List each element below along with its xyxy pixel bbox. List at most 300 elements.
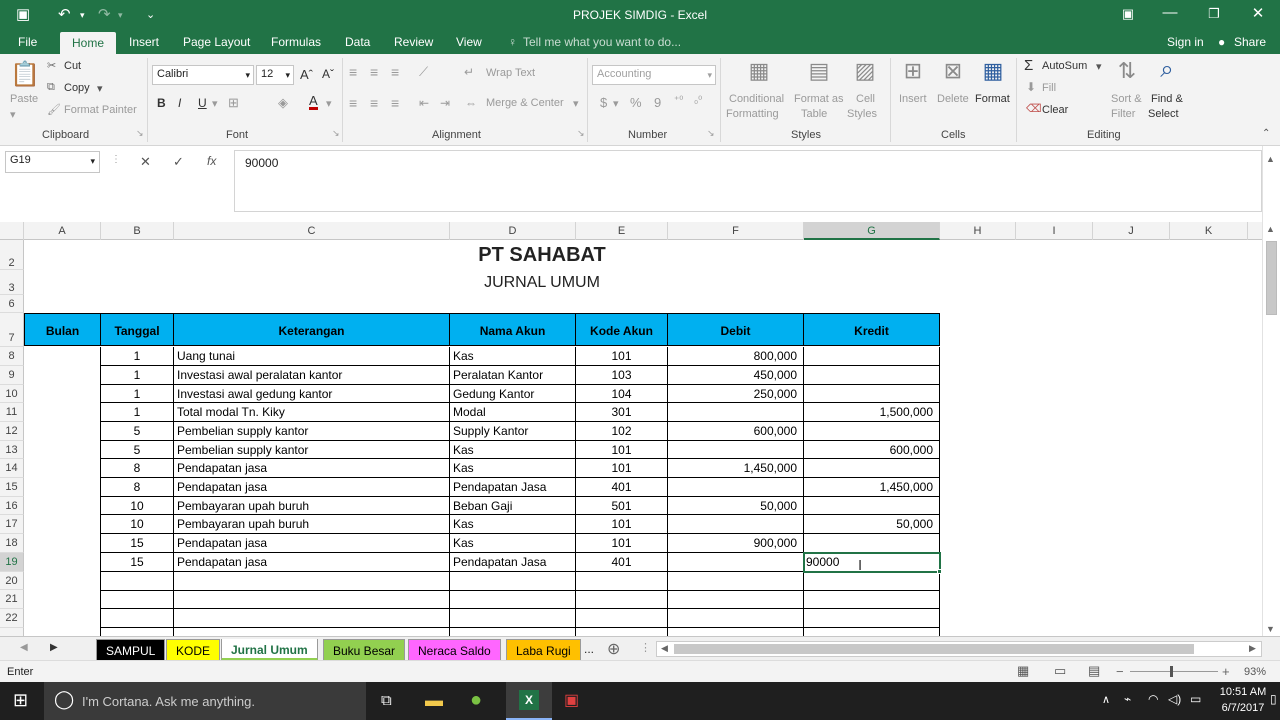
align-center-icon[interactable]: ≡ xyxy=(370,95,379,111)
row-header[interactable]: 11 xyxy=(0,403,24,422)
sheet-tab-kode[interactable] xyxy=(166,639,220,661)
percent-button[interactable]: % xyxy=(630,95,642,110)
cell-tanggal[interactable]: 10 xyxy=(101,515,174,534)
column-header[interactable]: C xyxy=(174,222,450,240)
cell-kredit[interactable] xyxy=(804,497,940,515)
cell-nama-akun[interactable]: Beban Gaji xyxy=(450,497,576,515)
cell-tanggal[interactable]: 15 xyxy=(101,534,174,553)
sort-filter-label-2[interactable]: Filter xyxy=(1111,108,1136,120)
sheet-tab-label: Neraca Saldo xyxy=(418,644,491,658)
align-bottom-icon[interactable]: ≡ xyxy=(391,64,400,80)
empty-cell[interactable] xyxy=(804,590,940,609)
vertical-scrollbar[interactable] xyxy=(1262,146,1280,636)
cell-tanggal[interactable]: 8 xyxy=(101,459,174,478)
conditional-formatting-icon: ▦ xyxy=(748,58,770,83)
row-header[interactable]: 14 xyxy=(0,459,24,478)
row-header[interactable]: 18 xyxy=(0,534,24,553)
cell-kredit[interactable]: 1,450,000 xyxy=(804,478,940,497)
merge-center-button[interactable]: Merge & Center xyxy=(486,97,564,109)
h-scroll-thumb[interactable] xyxy=(674,644,1194,654)
sheet-tab-laba-rugi[interactable] xyxy=(506,639,581,661)
font-color-dropdown-icon[interactable]: ▾ xyxy=(326,98,332,110)
cell-kredit[interactable]: 600,000 xyxy=(804,441,940,459)
row-header[interactable]: 2 xyxy=(0,240,24,270)
header-nama-akun[interactable]: Nama Akun xyxy=(450,313,576,346)
font-size-select[interactable] xyxy=(256,65,294,85)
header-keterangan[interactable]: Keterangan xyxy=(174,313,450,346)
cell-nama-akun[interactable]: Modal xyxy=(450,403,576,422)
column-header[interactable]: F xyxy=(668,222,804,240)
align-top-icon[interactable]: ≡ xyxy=(349,64,358,80)
cell-tanggal[interactable]: 5 xyxy=(101,422,174,441)
autosum-dropdown-icon[interactable]: ▾ xyxy=(1096,61,1102,73)
cell-debit[interactable] xyxy=(668,478,804,497)
tab-scroll-left-icon[interactable]: ◀ xyxy=(20,642,28,653)
save-icon[interactable]: ▣ xyxy=(16,6,31,23)
empty-cell[interactable] xyxy=(101,590,174,609)
insert-function-button[interactable]: fx xyxy=(207,154,217,168)
column-header[interactable]: J xyxy=(1093,222,1170,240)
row-header[interactable]: 7 xyxy=(0,313,24,347)
cell-debit[interactable] xyxy=(668,515,804,534)
window-title: PROJEK SIMDIG - Excel xyxy=(572,8,708,22)
format-painter-button[interactable]: Format Painter xyxy=(64,104,137,116)
tab-review[interactable]: Review xyxy=(394,35,434,49)
cut-icon: ✂ xyxy=(47,60,57,72)
zoom-in-button[interactable]: + xyxy=(1222,664,1230,679)
sheet-tab-jurnal-umum[interactable] xyxy=(221,639,318,661)
align-right-icon[interactable]: ≡ xyxy=(391,95,400,111)
row-header[interactable]: 20 xyxy=(0,572,24,590)
row-header[interactable]: 21 xyxy=(0,590,24,609)
more-icon: ⋮ xyxy=(111,154,121,165)
zoom-slider-track[interactable] xyxy=(1130,671,1218,672)
title-bar xyxy=(0,0,1280,30)
cortana-icon: ◯ xyxy=(54,689,75,709)
undo-dropdown-icon[interactable]: ▾ xyxy=(80,10,85,20)
row-header[interactable]: 15 xyxy=(0,478,24,497)
column-header[interactable]: E xyxy=(576,222,668,240)
tab-scroll-right-icon[interactable]: ▶ xyxy=(50,642,58,653)
cell-keterangan[interactable]: Pendapatan jasa xyxy=(174,478,450,497)
ribbon xyxy=(0,54,1280,146)
borders-icon[interactable]: ⊞ xyxy=(228,95,239,110)
column-header[interactable]: H xyxy=(940,222,1016,240)
align-middle-icon[interactable]: ≡ xyxy=(370,64,379,80)
row-header[interactable]: 12 xyxy=(0,422,24,441)
copy-icon: ⧉ xyxy=(47,81,55,93)
journal-subtitle: JURNAL UMUM xyxy=(484,274,600,291)
cell-kredit[interactable] xyxy=(804,347,940,366)
sheet-tab-label: SAMPUL xyxy=(106,644,156,658)
column-header[interactable]: G xyxy=(804,222,940,240)
cell-kredit[interactable]: 50,000 xyxy=(804,515,940,534)
cell-kredit[interactable] xyxy=(804,366,940,385)
cell-tanggal[interactable]: 1 xyxy=(101,347,174,366)
page-break-icon[interactable]: ▤ xyxy=(1088,663,1101,678)
group-label-font: Font xyxy=(226,129,249,141)
cell-tanggal[interactable]: 15 xyxy=(101,553,174,572)
cell-kredit[interactable] xyxy=(804,459,940,478)
tab-data[interactable]: Data xyxy=(345,35,371,49)
cell-kredit[interactable] xyxy=(804,385,940,403)
name-box[interactable] xyxy=(5,151,100,173)
cell-nama-akun[interactable]: Pendapatan Jasa xyxy=(450,553,576,572)
fill-handle[interactable] xyxy=(937,569,942,574)
row-header[interactable]: 16 xyxy=(0,497,24,515)
add-sheet-icon[interactable]: ⊕ xyxy=(607,641,621,658)
tab-splitter-icon[interactable]: ⋮ xyxy=(640,642,651,654)
cell-tanggal[interactable]: 5 xyxy=(101,441,174,459)
tab-file[interactable]: File xyxy=(18,35,38,49)
empty-cell[interactable] xyxy=(450,572,576,591)
empty-cell[interactable] xyxy=(576,609,668,628)
sheet-tab-label: Buku Besar xyxy=(333,644,396,658)
sheet-tab-label: KODE xyxy=(176,644,211,658)
cell-kode-akun[interactable]: 401 xyxy=(576,478,668,497)
zoom-out-button[interactable]: − xyxy=(1116,664,1124,679)
chevron-down-icon: ▾ xyxy=(90,156,95,166)
format-painter-icon: 🖌 xyxy=(47,104,61,116)
font-launcher-icon[interactable]: ↘ xyxy=(332,128,340,138)
cell-kode-akun[interactable]: 102 xyxy=(576,422,668,441)
sort-filter-label-1[interactable]: Sort & xyxy=(1111,93,1142,105)
underline-button[interactable]: U xyxy=(198,96,207,110)
scroll-up-icon[interactable]: ▲ xyxy=(1266,224,1275,234)
cell-kode-akun[interactable]: 101 xyxy=(576,459,668,478)
row-header[interactable]: 6 xyxy=(0,295,24,313)
share-button[interactable]: Share xyxy=(1234,35,1267,49)
cell-keterangan[interactable]: Investasi awal gedung kantor xyxy=(174,385,450,403)
group-label-styles: Styles xyxy=(791,129,821,141)
row-header[interactable]: 10 xyxy=(0,385,24,403)
cell-keterangan[interactable]: Investasi awal peralatan kantor xyxy=(174,366,450,385)
scroll-thumb[interactable] xyxy=(1266,241,1277,315)
empty-cell[interactable] xyxy=(804,572,940,591)
decrease-indent-icon[interactable]: ⇤ xyxy=(419,96,430,110)
find-select-label-1[interactable]: Find & xyxy=(1151,93,1183,105)
tab-home[interactable]: Home xyxy=(60,32,116,54)
cell-keterangan[interactable]: Pembayaran upah buruh xyxy=(174,515,450,534)
cell-debit[interactable] xyxy=(668,403,804,422)
header-tanggal[interactable]: Tanggal xyxy=(101,313,174,346)
cell-tanggal[interactable]: 1 xyxy=(101,385,174,403)
cell-kode-akun[interactable]: 401 xyxy=(576,553,668,572)
empty-cell[interactable] xyxy=(101,609,174,628)
group-label-editing: Editing xyxy=(1087,129,1121,141)
scroll-left-icon[interactable]: ◀ xyxy=(661,643,668,653)
close-button[interactable]: ✕ xyxy=(1251,5,1265,22)
cell-kredit[interactable]: 90000 xyxy=(804,553,940,572)
column-header[interactable]: B xyxy=(101,222,174,240)
collapse-ribbon-icon[interactable]: ⌃ xyxy=(1262,128,1271,139)
tray-expand-icon[interactable]: ∧ xyxy=(1102,694,1111,706)
bold-button[interactable]: B xyxy=(157,96,166,110)
cell-kode-akun[interactable]: 101 xyxy=(576,515,668,534)
currency-button[interactable]: $ xyxy=(600,95,608,110)
font-color-icon[interactable]: A xyxy=(309,93,318,108)
cell-kredit[interactable]: 1,500,000 xyxy=(804,403,940,422)
cell-tanggal[interactable]: 10 xyxy=(101,497,174,515)
file-explorer-icon[interactable]: ▬ xyxy=(425,690,443,710)
redo-dropdown-icon[interactable]: ▾ xyxy=(118,10,123,20)
column-header[interactable]: I xyxy=(1016,222,1093,240)
currency-dropdown-icon[interactable]: ▾ xyxy=(613,98,619,110)
group-label-clipboard: Clipboard xyxy=(42,129,90,141)
increase-font-icon[interactable]: Aˆ xyxy=(300,67,313,82)
cell-nama-akun[interactable]: Peralatan Kantor xyxy=(450,366,576,385)
cell-nama-akun[interactable]: Gedung Kantor xyxy=(450,385,576,403)
clipboard-launcher-icon[interactable]: ↘ xyxy=(136,128,144,138)
cell-debit[interactable]: 600,000 xyxy=(668,422,804,441)
restore-button[interactable]: ❐ xyxy=(1208,6,1220,21)
cell-keterangan[interactable]: Pendapatan jasa xyxy=(174,553,450,572)
clock-date[interactable]: 6/7/2017 xyxy=(1221,702,1265,714)
paste-button[interactable]: Paste xyxy=(10,93,39,105)
clear-button[interactable]: Clear xyxy=(1042,104,1069,116)
empty-cell[interactable] xyxy=(450,609,576,628)
group-label-alignment: Alignment xyxy=(432,129,481,141)
format-as-table-label-1[interactable]: Format as xyxy=(794,93,844,105)
row-header[interactable]: 9 xyxy=(0,366,24,385)
formula-bar-expand-icon[interactable]: ▲ xyxy=(1266,154,1275,164)
cell-kode-akun[interactable]: 301 xyxy=(576,403,668,422)
find-select-label-2[interactable]: Select xyxy=(1148,108,1179,120)
header-bulan[interactable]: Bulan xyxy=(24,313,101,346)
increase-decimal-icon[interactable]: ⁺⁰ xyxy=(674,95,684,106)
cortana-placeholder: I'm Cortana. Ask me anything. xyxy=(82,694,256,709)
formula-input[interactable] xyxy=(234,150,1262,212)
cell-debit[interactable] xyxy=(668,553,804,572)
cell-debit[interactable]: 450,000 xyxy=(668,366,804,385)
fill-button[interactable]: Fill xyxy=(1042,82,1057,94)
empty-cell[interactable] xyxy=(450,590,576,609)
increase-indent-icon[interactable]: ⇥ xyxy=(440,96,451,110)
cell-keterangan[interactable]: Pendapatan jasa xyxy=(174,534,450,553)
merge-dropdown-icon[interactable]: ▾ xyxy=(573,98,579,110)
windows-start-icon[interactable]: ⊞ xyxy=(13,690,29,710)
chevron-down-icon: ▾ xyxy=(285,70,290,80)
delete-cells-button[interactable]: Delete xyxy=(937,93,969,105)
column-header[interactable]: D xyxy=(450,222,576,240)
cell-kode-akun[interactable]: 104 xyxy=(576,385,668,403)
row-header[interactable]: 22 xyxy=(0,609,24,628)
autosum-button[interactable]: AutoSum xyxy=(1042,60,1088,72)
empty-cell[interactable] xyxy=(174,572,450,591)
cell-keterangan[interactable]: Total modal Tn. Kiky xyxy=(174,403,450,422)
zoom-slider-thumb[interactable] xyxy=(1170,666,1173,677)
empty-cell[interactable] xyxy=(576,572,668,591)
find-icon: ⌕ xyxy=(1160,56,1174,83)
copy-button[interactable]: Copy xyxy=(64,82,90,94)
minimize-button[interactable]: — xyxy=(1162,4,1178,21)
cell-nama-akun[interactable]: Kas xyxy=(450,515,576,534)
cell-tanggal[interactable]: 8 xyxy=(101,478,174,497)
notification-icon[interactable]: ▯ xyxy=(1270,692,1277,706)
cell-debit[interactable] xyxy=(668,441,804,459)
conditional-formatting-label-1[interactable]: Conditional xyxy=(729,93,785,105)
empty-cell[interactable] xyxy=(668,590,804,609)
scroll-right-icon[interactable]: ▶ xyxy=(1249,643,1256,653)
row-header[interactable]: 17 xyxy=(0,515,24,534)
wrap-text-icon: ↵ xyxy=(464,65,475,79)
tab-formulas[interactable]: Formulas xyxy=(271,35,322,49)
normal-view-icon[interactable]: ▦ xyxy=(1017,663,1030,678)
column-header[interactable]: K xyxy=(1170,222,1248,240)
text-cursor-icon: Ⅰ xyxy=(858,557,863,573)
cell-styles-label-1[interactable]: Cell xyxy=(856,93,875,105)
sheet-tab-neraca-saldo[interactable] xyxy=(408,639,501,661)
cell-debit[interactable]: 800,000 xyxy=(668,347,804,366)
sign-in-link[interactable]: Sign in xyxy=(1167,35,1204,49)
cell-keterangan[interactable]: Pendapatan jasa xyxy=(174,459,450,478)
tell-me-input[interactable]: Tell me what you want to do... xyxy=(523,35,682,49)
tab-page-layout[interactable]: Page Layout xyxy=(183,35,251,49)
page-layout-icon[interactable]: ▭ xyxy=(1054,663,1067,678)
cell-nama-akun[interactable]: Supply Kantor xyxy=(450,422,576,441)
number-launcher-icon[interactable]: ↘ xyxy=(707,128,715,138)
comma-button[interactable]: 9 xyxy=(654,95,662,110)
copy-dropdown-icon[interactable]: ▾ xyxy=(97,83,103,95)
row-header[interactable]: 13 xyxy=(0,441,24,459)
recorder-icon[interactable]: ▣ xyxy=(564,692,580,709)
bulan-column[interactable] xyxy=(24,347,101,636)
tab-view[interactable]: View xyxy=(456,35,482,49)
keyboard-icon[interactable]: ▭ xyxy=(1190,692,1202,706)
cell-tanggal[interactable]: 1 xyxy=(101,403,174,422)
sheet-tab-buku-besar[interactable] xyxy=(323,639,405,661)
scroll-down-icon[interactable]: ▼ xyxy=(1266,624,1275,634)
ribbon-display-icon[interactable]: ▣ xyxy=(1121,6,1135,21)
cell-kode-akun[interactable]: 501 xyxy=(576,497,668,515)
app-green-icon[interactable]: ● xyxy=(470,689,483,711)
cell-kode-akun[interactable]: 101 xyxy=(576,441,668,459)
taskbar xyxy=(0,682,1280,720)
italic-button[interactable]: I xyxy=(178,96,182,110)
format-as-table-label-2[interactable]: Table xyxy=(801,108,828,120)
clock-time[interactable]: 10:51 AM xyxy=(1219,686,1267,698)
empty-cell[interactable] xyxy=(668,628,804,636)
cell-debit[interactable]: 50,000 xyxy=(668,497,804,515)
format-cells-button[interactable]: Format xyxy=(975,93,1010,105)
zoom-level[interactable]: 93% xyxy=(1244,666,1267,678)
empty-cell[interactable] xyxy=(174,609,450,628)
underline-dropdown-icon[interactable]: ▾ xyxy=(212,98,218,110)
autosum-icon: Σ xyxy=(1024,57,1034,74)
cell-kredit[interactable] xyxy=(804,422,940,441)
header-kredit[interactable]: Kredit xyxy=(804,313,940,346)
empty-cell[interactable] xyxy=(668,609,804,628)
volume-icon[interactable]: ◁) xyxy=(1168,692,1182,706)
fill-color-icon[interactable]: ◈ xyxy=(278,95,288,110)
wrap-text-button[interactable]: Wrap Text xyxy=(486,67,536,79)
cell-debit[interactable]: 1,450,000 xyxy=(668,459,804,478)
empty-cell[interactable] xyxy=(174,590,450,609)
cell-kredit[interactable] xyxy=(804,534,940,553)
worksheet-grid[interactable] xyxy=(0,222,1262,636)
cell-tanggal[interactable]: 1 xyxy=(101,366,174,385)
orientation-icon[interactable]: ⟋ xyxy=(419,64,429,79)
empty-cell[interactable] xyxy=(101,572,174,591)
taskbar-excel[interactable] xyxy=(506,682,552,720)
empty-cell[interactable] xyxy=(668,572,804,591)
row-header[interactable] xyxy=(0,628,24,636)
row-header[interactable]: 3 xyxy=(0,270,24,295)
conditional-formatting-label-2[interactable]: Formatting xyxy=(726,108,779,120)
cortana-search[interactable] xyxy=(44,682,366,720)
cell-nama-akun[interactable]: Kas xyxy=(450,347,576,366)
font-name-select[interactable] xyxy=(152,65,254,85)
customize-icon[interactable]: ⌄ xyxy=(146,9,156,21)
more-sheets-button[interactable]: ... xyxy=(584,642,595,656)
confirm-entry-button[interactable]: ✓ xyxy=(173,154,184,169)
decrease-decimal-icon[interactable]: ₀⁰ xyxy=(694,95,703,106)
tray-app-icon[interactable]: ⌁ xyxy=(1124,692,1132,706)
empty-cell[interactable] xyxy=(576,628,668,636)
cell-debit[interactable]: 900,000 xyxy=(668,534,804,553)
align-left-icon[interactable]: ≡ xyxy=(349,95,358,111)
cell-nama-akun[interactable]: Kas xyxy=(450,441,576,459)
undo-icon[interactable]: ↶ xyxy=(58,6,71,23)
task-view-icon[interactable]: ⧉ xyxy=(381,692,392,709)
row-header[interactable]: 8 xyxy=(0,347,24,366)
empty-cell[interactable] xyxy=(576,590,668,609)
cell-keterangan[interactable]: Pembayaran upah buruh xyxy=(174,497,450,515)
cell-nama-akun[interactable]: Kas xyxy=(450,459,576,478)
horizontal-scrollbar[interactable] xyxy=(656,641,1262,657)
wifi-icon[interactable]: ◠ xyxy=(1148,692,1159,706)
paste-icon[interactable]: 📋 xyxy=(10,61,40,88)
group-label-cells: Cells xyxy=(941,129,966,141)
cell-debit[interactable]: 250,000 xyxy=(668,385,804,403)
empty-cell[interactable] xyxy=(101,628,174,636)
redo-icon[interactable]: ↷ xyxy=(98,6,111,23)
cut-button[interactable]: Cut xyxy=(64,60,82,72)
cell-keterangan[interactable]: Pembelian supply kantor xyxy=(174,422,450,441)
insert-cells-button[interactable]: Insert xyxy=(899,93,927,105)
cell-keterangan[interactable]: Pembelian supply kantor xyxy=(174,441,450,459)
cell-kode-akun[interactable]: 103 xyxy=(576,366,668,385)
decrease-font-icon[interactable]: Aˇ xyxy=(322,67,334,81)
empty-cell[interactable] xyxy=(804,628,940,636)
empty-cell[interactable] xyxy=(450,628,576,636)
cell-keterangan[interactable]: Uang tunai xyxy=(174,347,450,366)
sheet-tab-label: Jurnal Umum xyxy=(231,643,308,657)
cell-nama-akun[interactable]: Pendapatan Jasa xyxy=(450,478,576,497)
sheet-tab-sampul[interactable] xyxy=(96,639,165,661)
cell-nama-akun[interactable]: Kas xyxy=(450,534,576,553)
alignment-launcher-icon[interactable]: ↘ xyxy=(577,128,585,138)
lightbulb-icon: ♀ xyxy=(508,35,517,49)
paste-dropdown-icon[interactable]: ▾ xyxy=(10,109,16,121)
empty-cell[interactable] xyxy=(174,628,450,636)
empty-cell[interactable] xyxy=(804,609,940,628)
format-as-table-icon: ▤ xyxy=(808,58,830,83)
cell-kode-akun[interactable]: 101 xyxy=(576,347,668,366)
cell-kode-akun[interactable]: 101 xyxy=(576,534,668,553)
tab-insert[interactable]: Insert xyxy=(129,35,160,49)
cell-styles-label-2[interactable]: Styles xyxy=(847,108,877,120)
header-kode-akun[interactable]: Kode Akun xyxy=(576,313,668,346)
cancel-entry-button[interactable]: ✕ xyxy=(140,154,151,169)
column-header[interactable]: A xyxy=(24,222,101,240)
row-header[interactable]: 19 xyxy=(0,553,24,572)
number-format-select[interactable] xyxy=(592,65,716,85)
select-all-button[interactable] xyxy=(0,222,24,240)
format-cells-icon: ▦ xyxy=(982,58,1004,83)
font-size-value: 12 xyxy=(261,68,274,80)
header-debit[interactable]: Debit xyxy=(668,313,804,346)
